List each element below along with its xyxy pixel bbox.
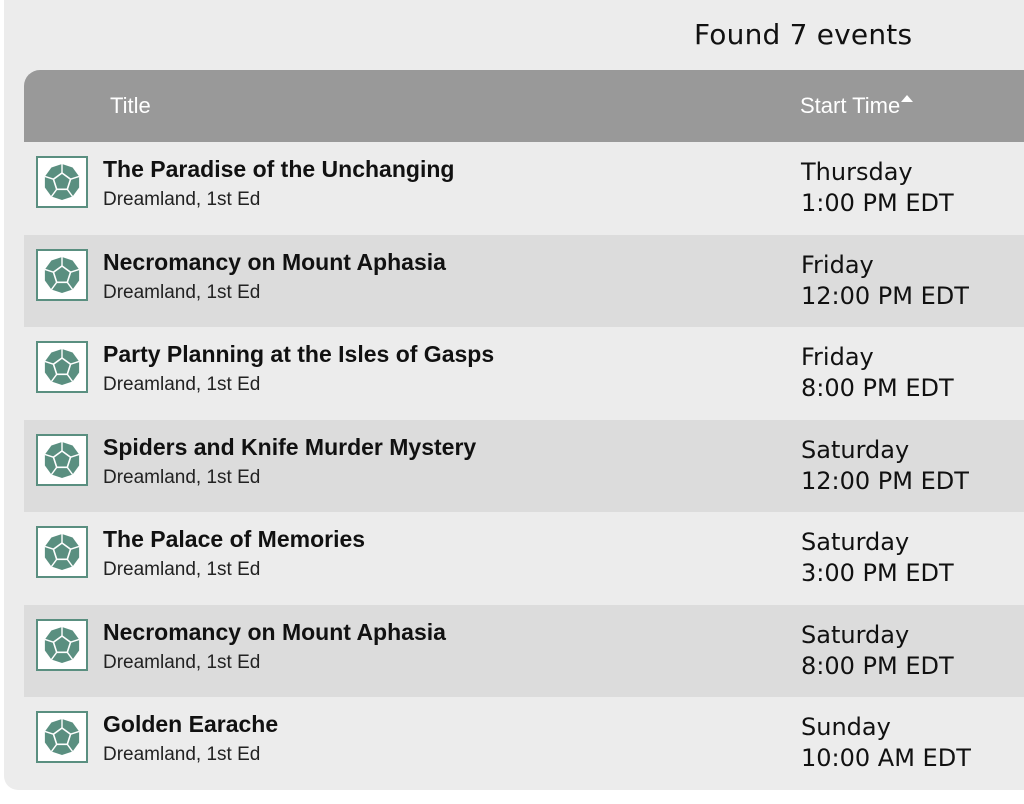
event-time: 3:00 PM EDT <box>801 559 954 587</box>
event-title[interactable]: Party Planning at the Isles of Gasps <box>103 341 495 367</box>
table-row[interactable] <box>24 142 1024 235</box>
d12-dice-icon <box>36 619 88 671</box>
column-header-title[interactable]: Title <box>110 93 151 118</box>
events-panel <box>4 0 1024 790</box>
event-day: Friday <box>801 343 874 371</box>
table-body <box>24 142 1024 790</box>
event-system: Dreamland, 1st Ed <box>103 281 261 303</box>
event-day: Saturday <box>801 528 910 556</box>
event-day: Saturday <box>801 435 910 464</box>
event-system: Dreamland, 1st Ed <box>103 189 261 210</box>
event-time: 12:00 PM EDT <box>801 466 969 495</box>
table-row[interactable] <box>24 697 1024 790</box>
d12-dice-icon <box>36 341 88 393</box>
event-system: Dreamland, 1st Ed <box>103 374 261 395</box>
event-system: Dreamland, 1st Ed <box>103 651 261 673</box>
table-row[interactable] <box>24 420 1024 513</box>
event-system: Dreamland, 1st Ed <box>103 744 261 765</box>
d12-dice-icon <box>36 711 88 763</box>
event-title[interactable]: The Paradise of the Unchanging <box>103 156 455 182</box>
event-time: 8:00 PM EDT <box>801 651 954 680</box>
table-row[interactable] <box>24 605 1024 698</box>
column-header-start-time-label: Start Time <box>800 93 901 118</box>
event-time: 1:00 PM EDT <box>801 189 954 217</box>
d12-dice-icon <box>36 156 88 208</box>
d12-dice-icon <box>36 526 88 578</box>
event-day: Sunday <box>801 713 891 741</box>
event-title[interactable]: Golden Earache <box>103 711 279 737</box>
event-title[interactable]: Spiders and Knife Murder Mystery <box>103 433 477 460</box>
results-count: Found 7 events <box>694 18 913 51</box>
table-row[interactable] <box>24 235 1024 328</box>
event-title[interactable]: The Palace of Memories <box>103 526 366 552</box>
event-title[interactable]: Necromancy on Mount Aphasia <box>103 248 446 275</box>
event-system: Dreamland, 1st Ed <box>103 559 261 580</box>
table-header <box>24 70 1024 142</box>
event-day: Thursday <box>801 158 913 186</box>
sort-ascending-icon <box>901 95 913 102</box>
events-table <box>24 70 1024 790</box>
event-time: 8:00 PM EDT <box>801 374 954 402</box>
d12-dice-icon <box>36 434 88 486</box>
column-header-start-time[interactable] <box>800 93 913 119</box>
event-system: Dreamland, 1st Ed <box>103 466 261 488</box>
event-time: 10:00 AM EDT <box>801 744 971 772</box>
event-title[interactable]: Necromancy on Mount Aphasia <box>103 618 446 645</box>
event-day: Friday <box>801 250 874 279</box>
event-time: 12:00 PM EDT <box>801 281 969 310</box>
table-row[interactable] <box>24 327 1024 420</box>
table-row[interactable] <box>24 512 1024 605</box>
d12-dice-icon <box>36 249 88 301</box>
event-day: Saturday <box>801 620 910 649</box>
